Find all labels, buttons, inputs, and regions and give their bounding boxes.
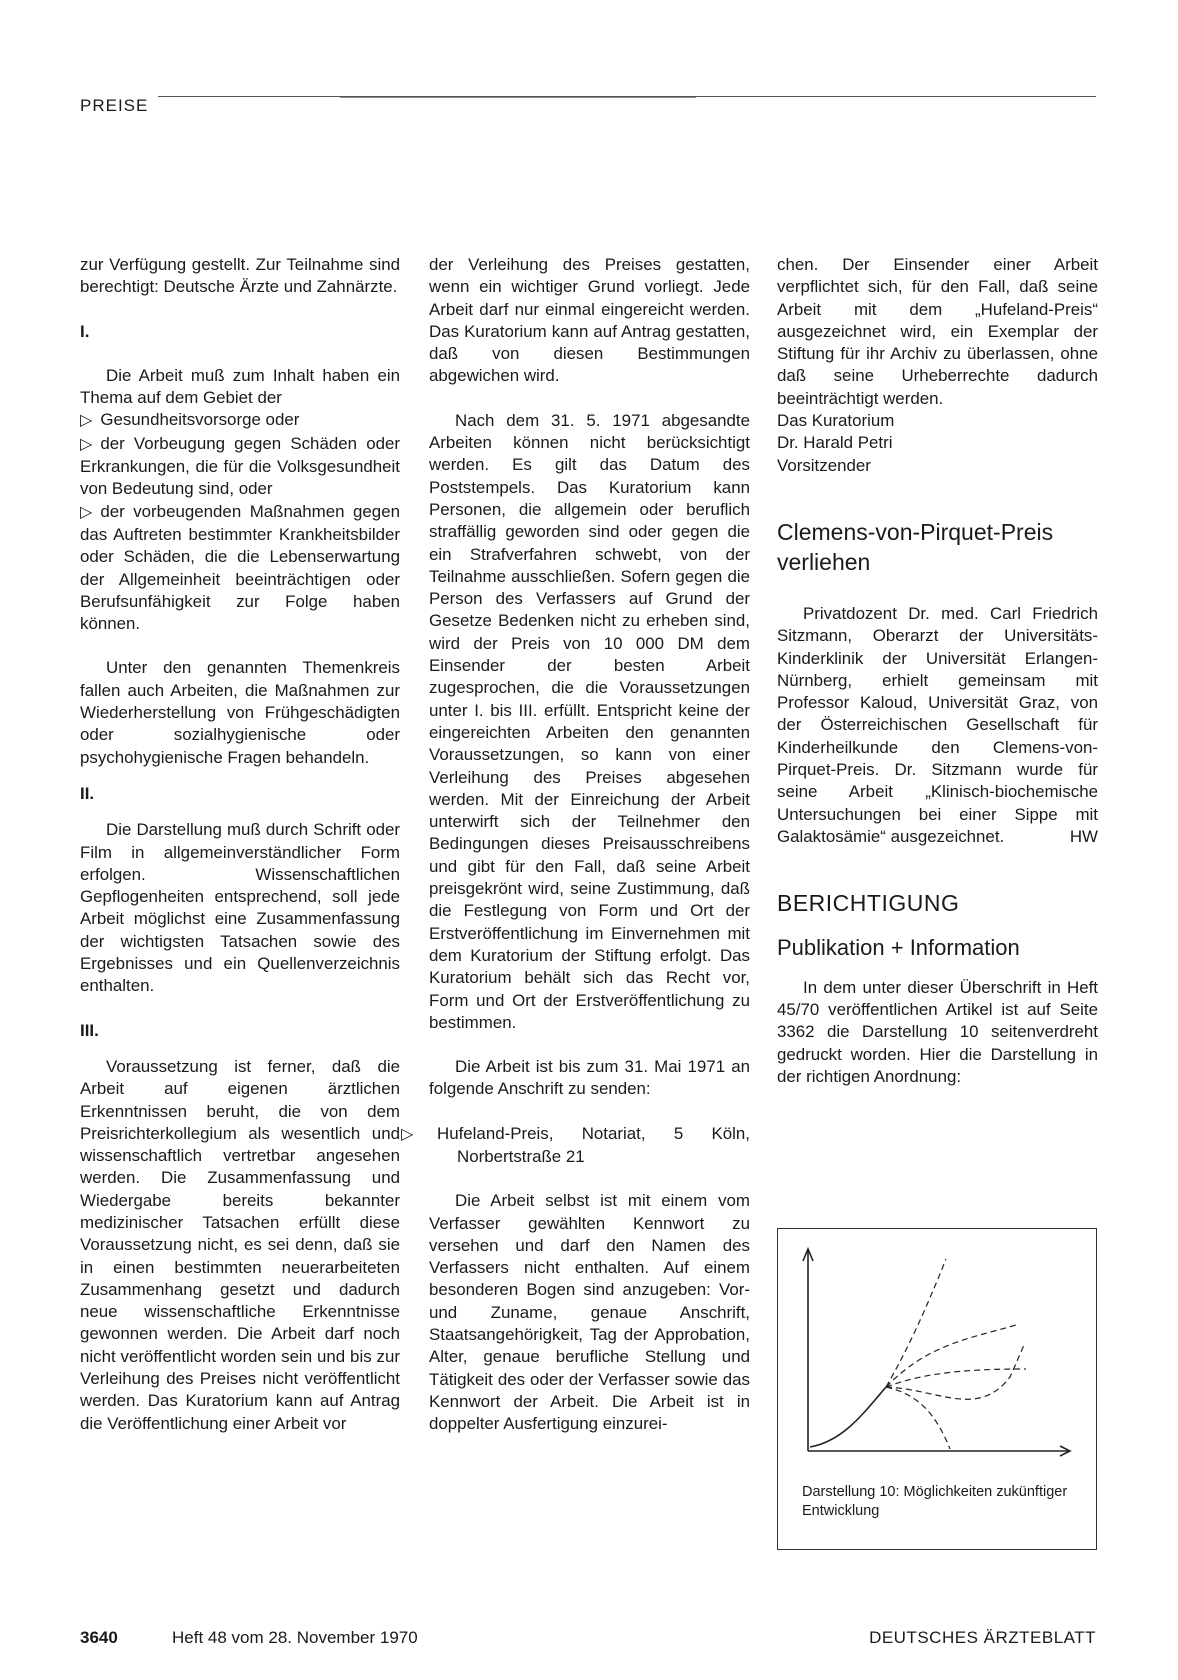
page-footer [80, 1628, 1096, 1652]
list-item: ▷ der Vorbeugung gegen Schäden oder Erkrankungen, die für die Volksgesundheit von Bedeutung sind, oder [80, 433, 400, 499]
curve-saturation [886, 1325, 1016, 1387]
triangle-right-outline-icon: ▷ [80, 503, 93, 521]
section-number-2: II. [80, 783, 95, 803]
triangle-right-outline-icon: ▷ [80, 435, 93, 453]
address: ▷ Hufeland-Preis, Notariat, 5 Köln, Norbertstraße 21 [401, 1123, 750, 1166]
paragraph: zur Verfügung gestellt. Zur Teilnahme sind berechtigt: Deutsche Ärzte und Zahnärzte. [80, 255, 400, 297]
signature-line: Das Kuratorium [777, 411, 895, 431]
signature-line: Dr. Harald Petri [777, 433, 893, 453]
signature-line: Vorsitzender [777, 455, 871, 475]
curve-exponential [886, 1259, 946, 1387]
header-rule-double [340, 97, 696, 98]
page-header [80, 86, 1096, 126]
paragraph: Voraussetzung ist ferner, daß die Arbeit auf eigenen ärztlichen Erkenntnissen beruht, die von dem Preisrichterkollegium als wesentlich und wissenschaftlich vertretbar angesehen werden. Die Zusammenfassung und Wiedergabe bereits bekannter medizinischer Tatsachen erfüllt diese Voraussetzung nicht, es sei denn, daß sie in einen bestimmten neuerarbeiteten Zusammenhang gesetzt und dadurch neue wissenschaftliche Erkenntnisse gewonnen werden. Die Arbeit darf noch nicht veröffentlicht worden sein und bis zur Verleihung des Preises nicht veröffentlicht werden. Das Kuratorium kann auf Antrag die Veröffentlichung einer Arbeit vor [80, 1056, 400, 1433]
section-label: PREISE [80, 96, 149, 115]
section-number-1: I. [80, 321, 90, 341]
figure-caption: Darstellung 10: Möglichkeiten zukünftiger Entwicklung [802, 1484, 1068, 1519]
article-title: Clemens-von-Pirquet-Preis verliehen [777, 518, 1054, 575]
issue-info: Heft 48 vom 28. November 1970 [172, 1628, 418, 1647]
paragraph: Die Arbeit muß zum Inhalt haben ein Thema auf dem Gebiet der [80, 365, 400, 408]
curve-plateau [886, 1369, 1026, 1387]
paragraph: chen. Der Einsender einer Arbeit verpflichtet sich, für den Fall, daß seine Arbeit mit dem „Hufeland-Preis“ ausgezeichnet wird, ein Exemplar der Stiftung für ihr Archiv zu überlassen, ohne daß seine Urheberrechte dadurch beeinträchtigt werden. [777, 255, 1098, 408]
paragraph: Privatdozent Dr. med. Carl Friedrich Sitzmann, Oberarzt der Universitäts-Kinderklinik der Universität Erlangen-Nürnberg, erhielt gemeinsam mit Professor Kaloud, Universität Graz, von der Österreichischen Gesellschaft für Kinderheilkunde den Clemens-von-Pirquet-Preis. Dr. Sitzmann wurde für seine Arbeit „Klinisch-biochemische Untersuchungen bei einer Sippe mit Galaktosämie“ ausgezeichnet. HW [777, 603, 1098, 848]
paragraph: Die Arbeit selbst ist mit einem vom Verfasser gewählten Kennwort zu versehen und darf den Namen des Verfassers nicht enthalten. Auf einem besonderen Bogen sind anzugeben: Vor- und Zuname, genaue Anschrift, Staatsangehörigkeit, Tag der Approbation, Alter, genaue berufliche Stellung und Tätigkeit des oder der Verfasser sowie das Kennwort der Arbeit. Die Arbeit ist in doppelter Ausfertigung einzurei- [429, 1191, 750, 1434]
curve-past [810, 1387, 886, 1447]
figure-darstellung-10 [777, 1228, 1097, 1550]
author-initials: HW [1069, 826, 1098, 846]
paragraph: In dem unter dieser Überschrift in Heft 45/70 veröffentlichen Artikel ist auf Seite 3362 die Darstellung 10 seitenverdreht gedruckt worden. Hier die Darstellung in der richtigen Anordnung: [777, 977, 1098, 1087]
triangle-right-outline-icon: ▷ [80, 412, 93, 430]
section-number-3: III. [80, 1020, 99, 1040]
column-1 [80, 254, 400, 1435]
journal-name: DEUTSCHES ÄRZTEBLATT [869, 1628, 1096, 1647]
page-number: 3640 [80, 1628, 118, 1647]
section-subheading: Publikation + Information [777, 934, 1020, 960]
paragraph: Nach dem 31. 5. 1971 abgesandte Arbeiten können nicht berücksichtigt werden. Es gilt das Datum des Poststempels. Das Kuratorium kann Personen, die allgemein oder beruflich straffällig geworden sind oder gegen die ein Strafverfahren schwebt, von der Teilnahme ausschließen. Sofern gegen die Person des Verfassers auf Grund der Gesetze Bedenken nicht zu erheben sind, wird der Preis von 10 000 DM dem Einsender der besten Arbeit zugesprochen, die die Voraussetzungen unter I. bis III. erfüllt. Entspricht keine der eingereichten Arbeiten den genannten Voraussetzungen, so kann von einer Verleihung des Preises abgesehen werden. Mit der Einreichung der Arbeit unterwirft sich der Teilnehmer den Bedingungen dieses Preisausschreibens und gibt für den Fall, daß seine Arbeit preisgekrönt wird, seine Zustimmung, daß die Festlegung von Form und Ort der Erstveröffentlichung im Einvernehmen mit dem Kuratorium der Stiftung erfolgt. Das Kuratorium behält sich das Recht vor, Form und Ort der Erstveröffentlichung zu bestimmen. [429, 410, 750, 1032]
paragraph: Unter den genannten Themenkreis fallen auch Arbeiten, die Maßnahmen zur Wiederherstellung von Frühgeschädigten oder sozialhygienische oder psychohygienische Fragen behandeln. [80, 658, 400, 767]
list-item: ▷ der vorbeugenden Maßnahmen gegen das Auftreten bestimmter Krankheitsbilder oder Schäden, die die Lebenserwartung der Allgemeinheit beeinträchtigen oder Berufsunfähigkeit zur Folge haben können. [80, 501, 400, 634]
column-2 [401, 254, 750, 1436]
paragraph: Die Darstellung muß durch Schrift oder Film in allgemeinverständlicher Form erfolgen. Wissenschaftlichen Gepflogenheiten entsprechend, soll jede Arbeit möglichst eine Zusammenfassung der wichtigsten Tatsachen sowie des Ergebnisses und ein Quellenverzeichnis enthalten. [80, 820, 400, 996]
paragraph: Die Arbeit ist bis zum 31. Mai 1971 an folgende Anschrift zu senden: [429, 1057, 750, 1099]
development-curves-diagram [778, 1229, 1098, 1479]
column-3 [777, 254, 1098, 1088]
paragraph: der Verleihung des Preises gestatten, wenn ein wichtiger Grund vorliegt. Jede Arbeit darf nur einmal eingereicht werden. Das Kuratorium kann auf Antrag gestatten, daß von diesen Bestimmungen abgewichen wird. [429, 255, 750, 386]
section-heading: BERICHTIGUNG [777, 890, 960, 917]
list-item: ▷ Gesundheitsvorsorge oder [80, 409, 400, 432]
